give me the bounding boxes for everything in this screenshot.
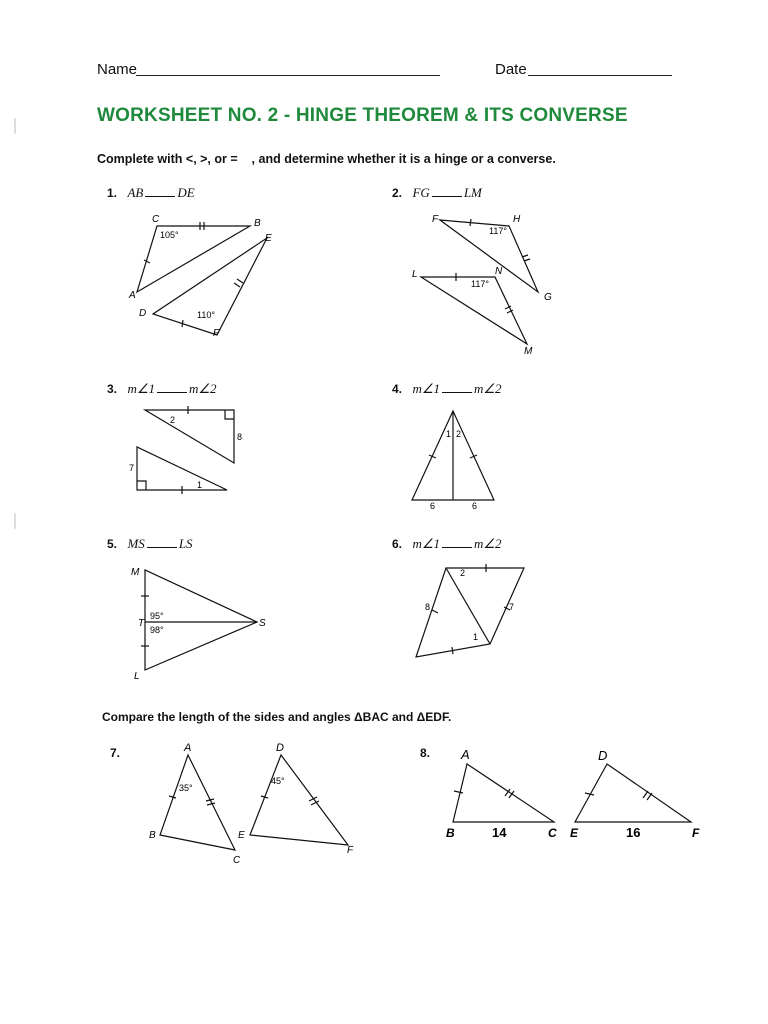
quadrilateral-outline — [416, 568, 524, 657]
problem-1-prompt — [107, 184, 195, 202]
answer-blank[interactable] — [442, 382, 472, 393]
problem-8-number: 8. — [420, 746, 431, 760]
angle-label: 98° — [150, 625, 164, 635]
problem-number: 5. — [107, 537, 118, 551]
vertex-label-a: A — [461, 747, 470, 762]
figure-3-triangles — [125, 405, 245, 500]
side-label-8: 8 — [425, 602, 431, 612]
angle-label: 45° — [271, 776, 285, 786]
problem-right-expr: LM — [463, 185, 482, 200]
angle-label: 105° — [160, 230, 179, 240]
vertex-label-c: C — [152, 214, 160, 225]
answer-blank[interactable] — [157, 382, 187, 393]
side-label-6: 6 — [472, 501, 478, 511]
problem-3-prompt — [107, 380, 217, 398]
angle-label: 117° — [489, 226, 507, 236]
triangle-bac — [160, 755, 235, 850]
side-label-ef: 16 — [626, 825, 641, 840]
vertex-label-e: E — [265, 233, 272, 244]
vertex-label-f: F — [432, 214, 439, 225]
triangle-abc — [137, 226, 250, 292]
problem-number: 4. — [392, 382, 403, 396]
angle-label-2: 2 — [170, 415, 176, 425]
binder-mark — [14, 513, 16, 529]
triangle-lower — [137, 447, 227, 490]
name-field[interactable] — [136, 75, 440, 76]
problem-right-expr: m∠2 — [189, 381, 217, 396]
vertex-label-e: E — [238, 830, 245, 841]
problem-number: 3. — [107, 382, 118, 396]
vertex-label-f: F — [347, 845, 354, 856]
vertex-label-h: H — [513, 214, 521, 225]
angle-label: 110° — [197, 310, 215, 320]
problem-left-expr: MS — [127, 536, 145, 551]
angle-label-1: 1 — [473, 632, 479, 642]
problem-number: 1. — [107, 186, 118, 200]
problem-left-expr: m∠1 — [127, 381, 156, 396]
side-label-8: 8 — [237, 432, 243, 442]
figure-2-triangles — [408, 210, 558, 360]
problem-left-expr: FG — [412, 185, 430, 200]
problem-right-expr: DE — [177, 185, 195, 200]
side-label-7: 7 — [509, 602, 515, 612]
date-label: Date — [495, 61, 527, 78]
figure-5-triangles — [125, 560, 275, 685]
angle-label: 117° — [471, 279, 489, 289]
instruction-text: Complete with <, >, or = , and determine whether it is a hinge or a converse. — [97, 152, 556, 166]
vertex-label-f: F — [213, 328, 220, 339]
vertex-label-m: M — [524, 346, 533, 357]
figure-1-triangles — [120, 210, 290, 340]
vertex-label-g: G — [544, 292, 552, 303]
triangle-upper — [145, 410, 234, 463]
answer-blank[interactable] — [145, 186, 175, 197]
vertex-label-d: D — [276, 742, 284, 754]
problem-6-prompt — [392, 535, 502, 553]
problem-left-expr: m∠1 — [412, 381, 441, 396]
vertex-label-e: E — [570, 826, 579, 840]
problem-right-expr: m∠2 — [474, 536, 502, 551]
problem-right-expr: LS — [178, 536, 193, 551]
problem-5-prompt — [107, 535, 193, 553]
vertex-label-d: D — [598, 748, 608, 763]
side-label-bc: 14 — [492, 825, 507, 840]
angle-label: 35° — [179, 783, 193, 793]
date-field[interactable] — [528, 75, 672, 76]
vertex-label-d: D — [139, 308, 147, 319]
figure-7-triangles — [140, 738, 370, 873]
vertex-label-m: M — [131, 567, 140, 578]
triangle-edf — [575, 764, 691, 822]
vertex-label-f: F — [692, 826, 700, 840]
side-label-6: 6 — [430, 501, 436, 511]
vertex-label-b: B — [149, 830, 156, 841]
section-2-heading: Compare the length of the sides and angles ΔBAC and ΔEDF. — [102, 710, 452, 724]
triangle-edf — [250, 755, 348, 845]
vertex-label-s: S — [259, 618, 266, 629]
name-label: Name — [97, 61, 138, 78]
problem-2-prompt — [392, 184, 482, 202]
problem-left-expr: AB — [127, 185, 144, 200]
triangle-def — [153, 238, 267, 335]
problem-7-number: 7. — [110, 746, 121, 760]
angle-label: 95° — [150, 611, 164, 621]
answer-blank[interactable] — [432, 186, 462, 197]
triangle-bac — [453, 764, 554, 822]
problem-4-prompt — [392, 380, 502, 398]
worksheet-title: WORKSHEET NO. 2 - HINGE THEOREM & ITS CONVERSE — [97, 105, 628, 126]
figure-6-quadrilateral — [408, 560, 533, 665]
problem-left-expr: m∠1 — [412, 536, 441, 551]
problem-number: 2. — [392, 186, 403, 200]
problem-right-expr: m∠2 — [474, 381, 502, 396]
vertex-label-n: N — [495, 266, 503, 277]
vertex-label-l: L — [412, 269, 418, 280]
vertex-label-t: T — [138, 618, 145, 629]
vertex-label-c: C — [548, 826, 557, 840]
vertex-label-l: L — [134, 671, 140, 682]
vertex-label-a: A — [184, 742, 192, 754]
vertex-label-c: C — [233, 855, 241, 866]
angle-label-1: 1 — [197, 480, 203, 490]
figure-4-triangle — [408, 408, 503, 513]
side-label-7: 7 — [129, 463, 135, 473]
binder-mark — [14, 118, 16, 134]
angle-label-2: 2 — [460, 568, 466, 578]
problem-number: 6. — [392, 537, 403, 551]
figure-8-triangles — [440, 740, 710, 845]
answer-blank[interactable] — [147, 537, 177, 548]
angle-label-2: 2 — [456, 429, 462, 439]
angle-label-1: 1 — [446, 429, 452, 439]
vertex-label-b: B — [254, 218, 261, 229]
vertex-label-a: A — [129, 290, 136, 301]
answer-blank[interactable] — [442, 537, 472, 548]
vertex-label-b: B — [446, 826, 455, 840]
